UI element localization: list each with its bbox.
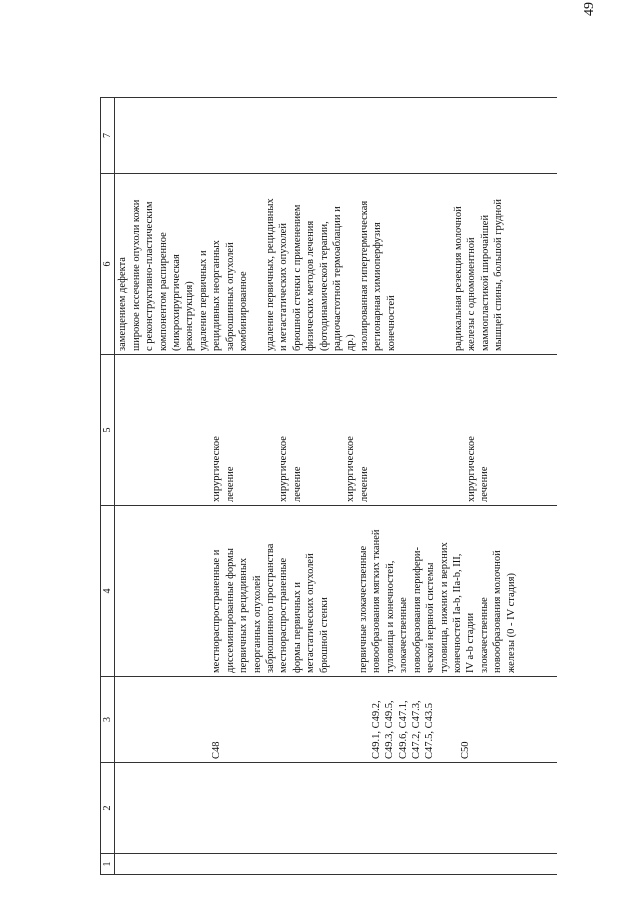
column-header-5: 5 — [101, 355, 115, 506]
column-header-row — [101, 98, 115, 875]
row1-code: C48 — [211, 741, 223, 759]
row3-code: C50 — [459, 741, 471, 759]
row2-diagnosis: первичные злокачественные новообразования мягких тканей туловища и конечностей, злокачественные новообразования перифери- ческой нервной системы туловища, нижних и верхних конечностей Ia-b, IIa-b, III, IV a-b стадии — [358, 529, 477, 673]
column-header-7: 7 — [101, 98, 115, 174]
column-header-2: 2 — [101, 763, 115, 854]
rotated-table-container — [100, 105, 583, 875]
column-header-4: 4 — [101, 506, 115, 677]
col5-cell — [115, 355, 558, 506]
row3-method: радикальная резекция молочной железы с одномоментной маммопластикой широчайшей мышцей спины, большой грудной — [452, 198, 505, 351]
column-header-1: 1 — [101, 854, 115, 875]
col3-cell — [115, 677, 558, 763]
row1-method: удаление первичных и рецидивных неорганных забрюшинных опухолей комбинированное удаление первичных, рецидивных и метастатических опухолей брюшной стенки с применением физических методов лечения (фотодинамической терапии, радиочастотной термоаблации и др.) — [197, 198, 357, 351]
row2-codes: C49.1, C49.2, C49.3, C49.5, C49.6, C47.1, C47.2, C47.3, C47.5, C43.5 — [370, 700, 436, 759]
col2-cell — [115, 763, 558, 854]
row2-method: изолированная гипертермическая регионарная химиоперфузия конечностей — [358, 200, 397, 351]
row1-treatment: хирургическое лечение хирургическое лечение — [211, 436, 303, 502]
col4-cell — [115, 506, 558, 677]
table-body-row — [115, 98, 558, 875]
page-number: 49 — [582, 2, 597, 16]
row1-diagnosis: местнораспространенные и диссеминированные формы первичных и рецидивных неорганных опухолей забрюшинного пространства местнораспространенные формы первичных и метастатических опухолей брюшной стенки — [211, 543, 330, 673]
row2-treatment: хирургическое лечение — [345, 436, 370, 502]
treatment-table — [100, 97, 557, 875]
continued-method: замещением дефекта широкое иссечение опухоли кожи с реконструктивно-пластическим компонентом распиренное (микрохирургическая реконструкция) — [117, 199, 196, 351]
column-header-6: 6 — [101, 174, 115, 355]
col1-cell — [115, 854, 558, 875]
col7-cell — [115, 98, 558, 174]
column-header-3: 3 — [101, 677, 115, 763]
row3-diagnosis: злокачественные новообразования молочной железы (0 - IV стадия) — [478, 550, 517, 673]
col6-cell — [115, 174, 558, 355]
row3-treatment: хирургическое лечение — [466, 436, 491, 502]
